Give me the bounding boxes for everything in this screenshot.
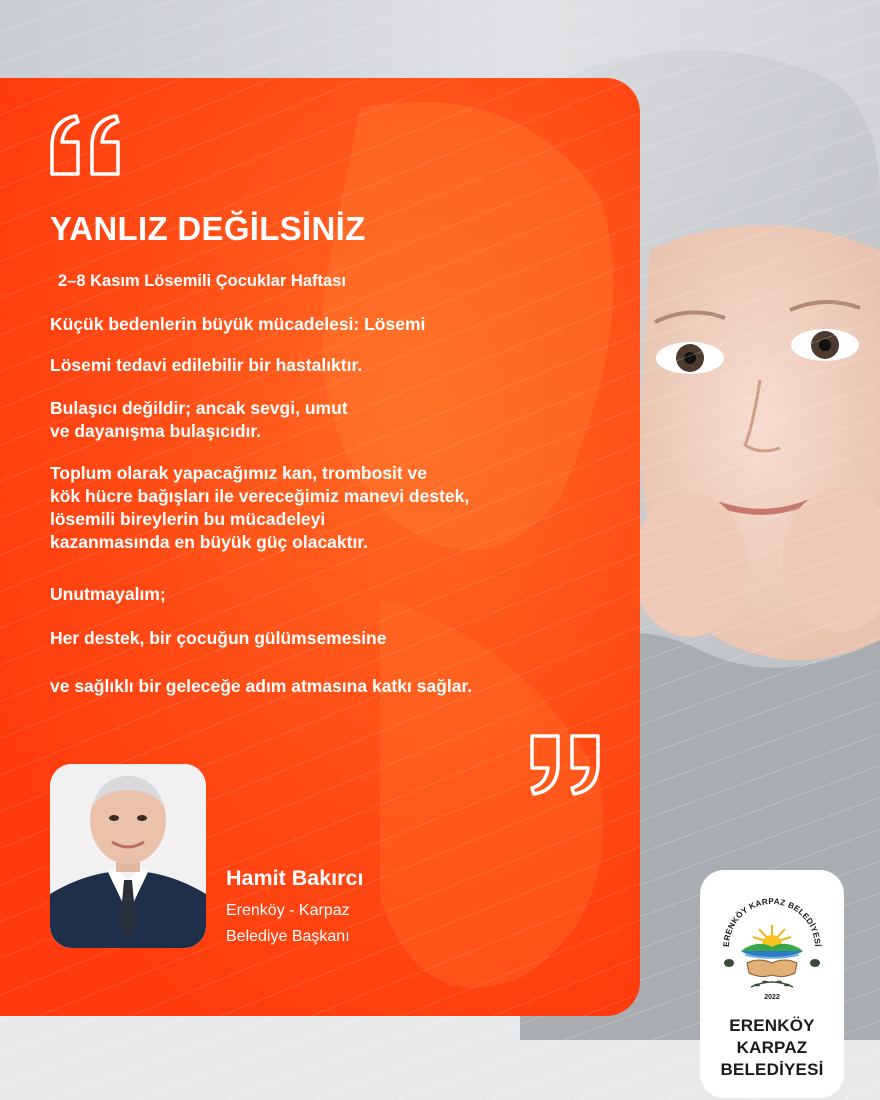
author-role-line2: Belediye Başkanı xyxy=(226,928,350,945)
paragraph-line: ve sağlıklı bir geleceğe adım atmasına katkı sağlar. xyxy=(50,676,473,696)
paragraph-line: Küçük bedenlerin büyük mücadelesi: Lösemi xyxy=(50,314,426,334)
author-photo xyxy=(50,764,206,948)
logo-text-line2: KARPAZ xyxy=(736,1038,808,1057)
paragraph-line: Unutmayalım; xyxy=(50,584,166,604)
logo-ring-text: ERENKÖY KARPAZ BELEDİYESİ xyxy=(721,896,823,948)
author-role-line1: Erenköy - Karpaz xyxy=(226,902,350,919)
logo-text-line1: ERENKÖY xyxy=(729,1016,815,1035)
paragraph-line: Bulaşıcı değildir; ancak sevgi, umut xyxy=(50,398,348,418)
paragraph-line: Lösemi tedavi edilebilir bir hastalıktır. xyxy=(50,355,363,375)
paragraph-line: kök hücre bağışları ile vereceğimiz manevi destek, xyxy=(50,486,470,506)
headline: YANLIZ DEĞİLSİNİZ xyxy=(50,210,366,247)
paragraph-line: Her destek, bir çocuğun gülümsemesine xyxy=(50,628,387,648)
municipality-logo-card xyxy=(700,870,844,1098)
municipality-emblem-icon xyxy=(711,885,833,1007)
paragraph-line: ve dayanışma bulaşıcıdır. xyxy=(50,421,262,441)
logo-year: 2022 xyxy=(764,994,780,1001)
paragraph-line: Toplum olarak yapacağımız kan, trombosit ve xyxy=(50,463,428,483)
subtitle: 2–8 Kasım Lösemili Çocuklar Haftası xyxy=(58,272,346,290)
close-quote-icon xyxy=(526,732,602,798)
author-name: Hamit Bakırcı xyxy=(226,866,364,890)
open-quote-icon xyxy=(48,112,124,178)
logo-text-line3: BELEDİYESİ xyxy=(720,1060,824,1079)
paragraph-line: lösemili bireylerin bu mücadeleyi xyxy=(50,509,326,529)
paragraph-line: kazanmasında en büyük güç olacaktır. xyxy=(50,532,369,552)
